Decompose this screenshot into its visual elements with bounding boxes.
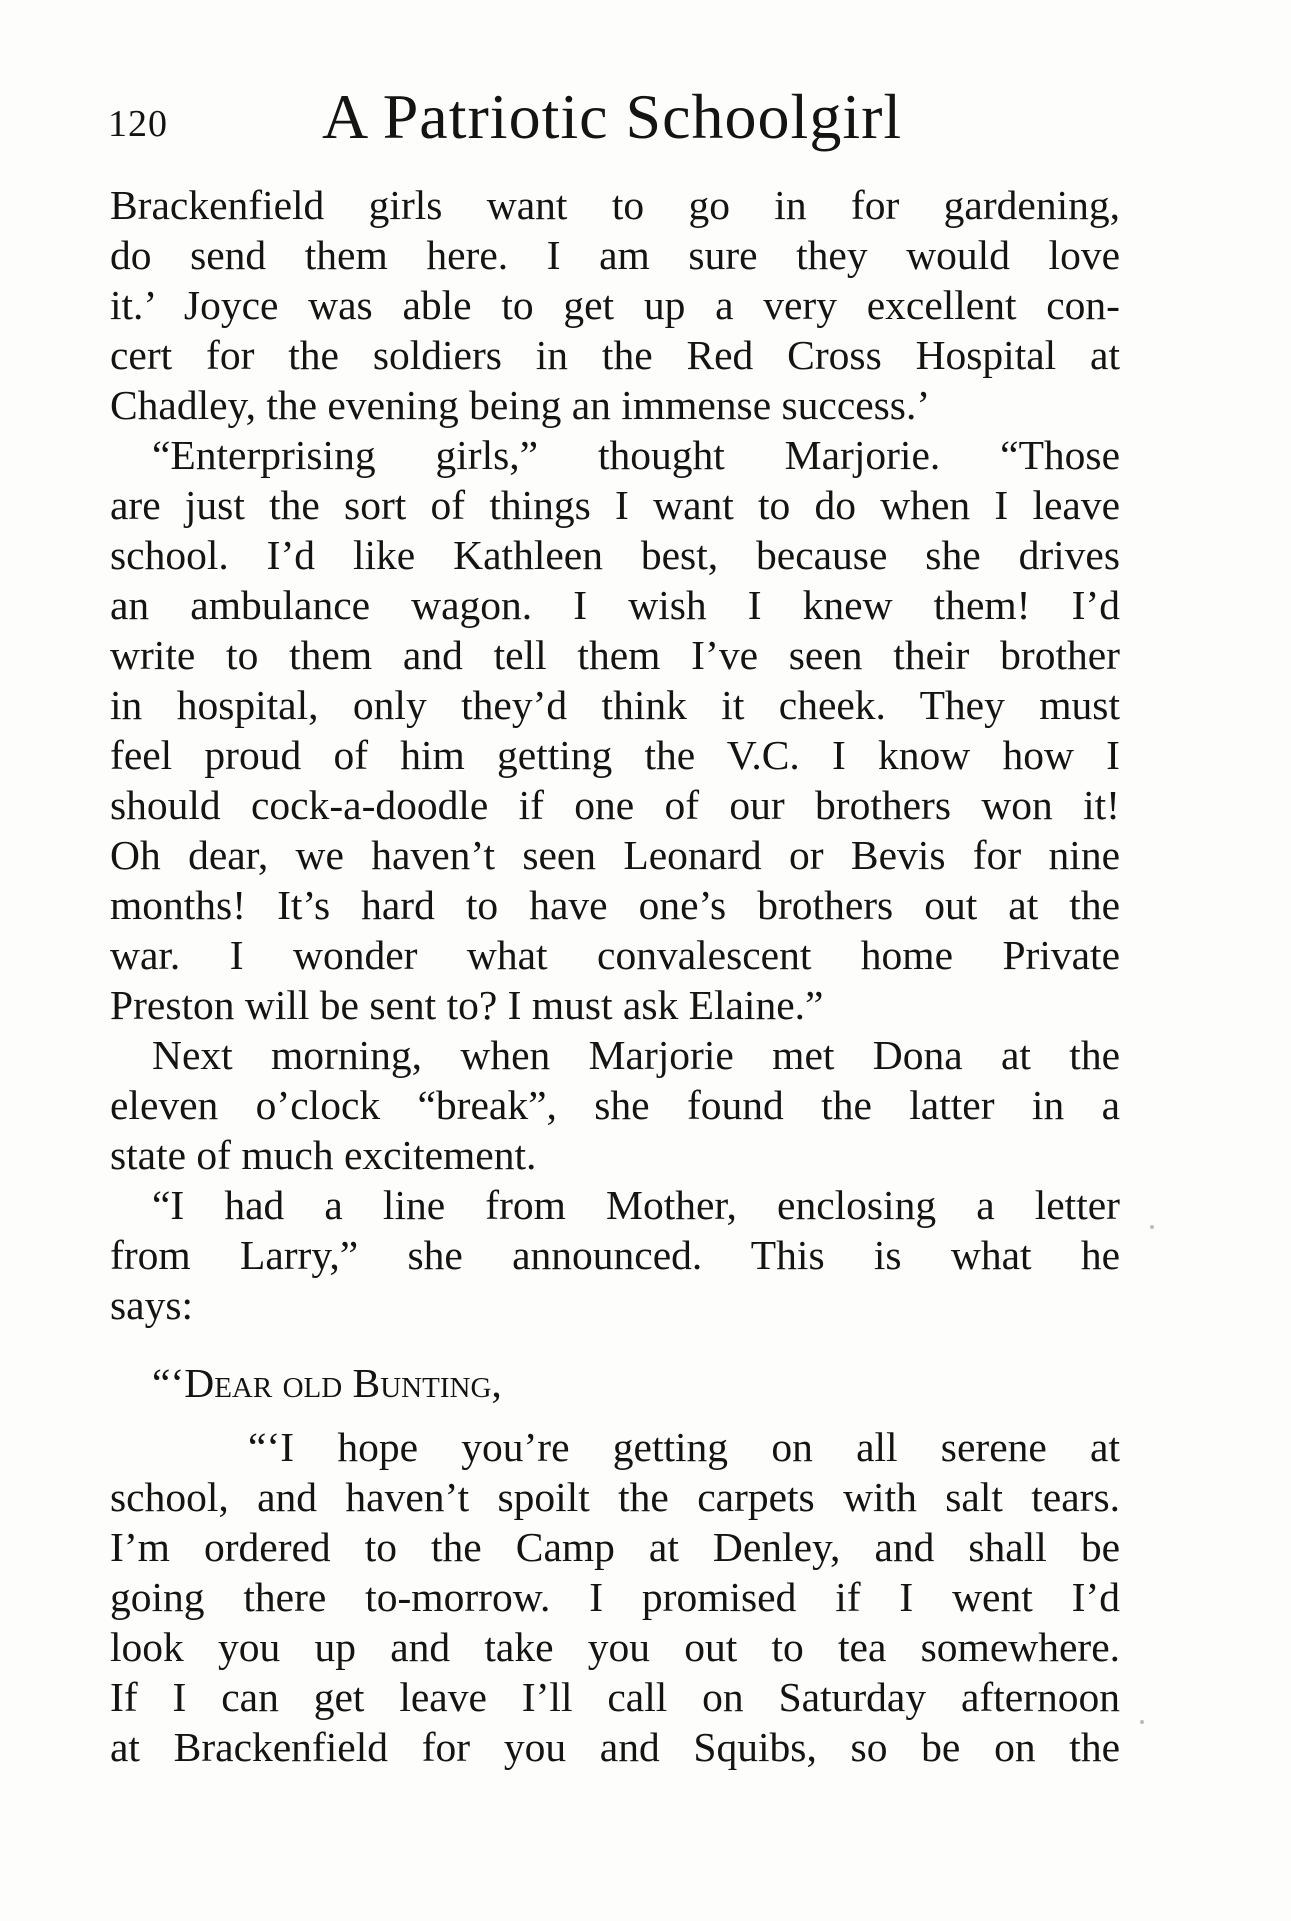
- text-line: do send them here. I am sure they would love: [110, 232, 1120, 278]
- text-line: state of much excitement.: [110, 1132, 537, 1178]
- text-line: “I had a line from Mother, enclosing a letter: [152, 1182, 1120, 1228]
- text-line: Brackenfield girls want to go in for gardening,: [110, 182, 1120, 228]
- letter-salutation: “‘Dear old Bunting,: [152, 1360, 502, 1406]
- text-line: eleven o’clock “break”, she found the latter in a: [110, 1082, 1120, 1128]
- text-line: going there to-morrow. I promised if I went I’d: [110, 1574, 1120, 1620]
- text-line: cert for the soldiers in the Red Cross Hospital at: [110, 332, 1120, 378]
- text-line: Oh dear, we haven’t seen Leonard or Bevis for nine: [110, 832, 1120, 878]
- text-line: months! It’s hard to have one’s brothers out at the: [110, 882, 1120, 928]
- text-line: Preston will be sent to? I must ask Elaine.”: [110, 982, 824, 1028]
- running-head: [108, 80, 938, 160]
- text-line: should cock-a-doodle if one of our brothers won it!: [110, 782, 1120, 828]
- scan-speck: [1150, 1225, 1154, 1229]
- text-line: “Enterprising girls,” thought Marjorie. “Those: [152, 432, 1120, 478]
- text-line: at Brackenfield for you and Squibs, so be on the: [110, 1724, 1120, 1770]
- text-line: in hospital, only they’d think it cheek. They must: [110, 682, 1120, 728]
- text-line: “‘I hope you’re getting on all serene at: [248, 1424, 1120, 1470]
- text-line: write to them and tell them I’ve seen their brother: [110, 632, 1120, 678]
- scan-speck: [1140, 1720, 1144, 1724]
- book-title: A Patriotic Schoolgirl: [322, 81, 903, 152]
- text-line: school. I’d like Kathleen best, because she drives: [110, 532, 1120, 578]
- text-line: look you up and take you out to tea somewhere.: [110, 1624, 1120, 1670]
- text-line: says:: [110, 1282, 193, 1328]
- text-line: Next morning, when Marjorie met Dona at the: [152, 1032, 1120, 1078]
- text-line: If I can get leave I’ll call on Saturday afternoon: [110, 1674, 1120, 1720]
- text-line: I’m ordered to the Camp at Denley, and shall be: [110, 1524, 1120, 1570]
- text-line: Chadley, the evening being an immense success.’: [110, 382, 931, 428]
- text-line: are just the sort of things I want to do when I leave: [110, 482, 1120, 528]
- body-text: [110, 180, 1120, 1772]
- text-line: feel proud of him getting the V.C. I know how I: [110, 732, 1120, 778]
- text-line: from Larry,” she announced. This is what he: [110, 1232, 1120, 1278]
- text-line: war. I wonder what convalescent home Private: [110, 932, 1120, 978]
- text-line: it.’ Joyce was able to get up a very excellent con-: [110, 282, 1120, 328]
- text-line: an ambulance wagon. I wish I knew them! I’d: [110, 582, 1120, 628]
- page-number: 120: [108, 103, 168, 145]
- text-line: school, and haven’t spoilt the carpets with salt tears.: [110, 1474, 1120, 1520]
